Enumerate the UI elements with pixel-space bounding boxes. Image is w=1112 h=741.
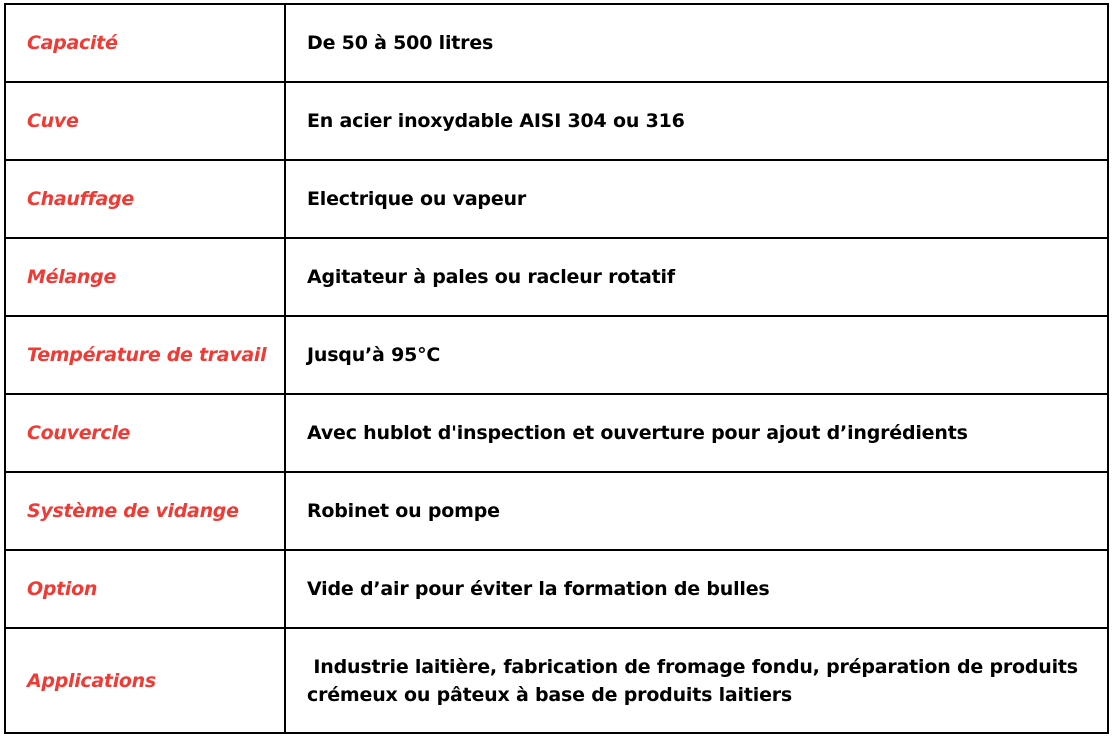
spec-value-text: Industrie laitière, fabrication de fromage fondu, préparation de produits crémeux ou pâteux à base de produits laitiers (307, 655, 1085, 706)
spec-value-text: De 50 à 500 litres (307, 32, 494, 54)
spec-value-option (285, 550, 1108, 628)
table-row (5, 82, 1108, 160)
table-row (5, 316, 1108, 394)
spec-label-capacite: Capacité (5, 4, 285, 82)
table-row (5, 472, 1108, 550)
spec-value-vidange (285, 472, 1108, 550)
spec-value-applications (285, 628, 1108, 733)
table-row (5, 238, 1108, 316)
specifications-table (4, 3, 1109, 734)
spec-label-cuve: Cuve (5, 82, 285, 160)
spec-value-capacite (285, 4, 1108, 82)
spec-label-option: Option (5, 550, 285, 628)
spec-label-applications: Applications (5, 628, 285, 733)
spec-value-text: Vide d’air pour éviter la formation de bulles (307, 578, 770, 600)
table-row (5, 394, 1108, 472)
spec-label-chauffage: Chauffage (5, 160, 285, 238)
spec-label-vidange: Système de vidange (5, 472, 285, 550)
spec-value-chauffage (285, 160, 1108, 238)
table-row (5, 550, 1108, 628)
spec-value-text: Agitateur à pales ou racleur rotatif (307, 266, 675, 288)
spec-value-text: Jusqu’à 95°C (307, 344, 441, 366)
table-row (5, 628, 1108, 733)
spec-value-text: Avec hublot d'inspection et ouverture pour ajout d’ingrédients (307, 422, 968, 444)
spec-value-couvercle (285, 394, 1108, 472)
spec-label-melange: Mélange (5, 238, 285, 316)
spec-label-temperature: Température de travail (5, 316, 285, 394)
spec-value-melange (285, 238, 1108, 316)
spec-value-text: Electrique ou vapeur (307, 188, 527, 210)
spec-value-text: Robinet ou pompe (307, 500, 500, 522)
table-row (5, 160, 1108, 238)
spec-value-cuve (285, 82, 1108, 160)
spec-label-couvercle: Couvercle (5, 394, 285, 472)
spec-value-temperature (285, 316, 1108, 394)
table-row (5, 4, 1108, 82)
spec-value-text: En acier inoxydable AISI 304 ou 316 (307, 110, 685, 132)
